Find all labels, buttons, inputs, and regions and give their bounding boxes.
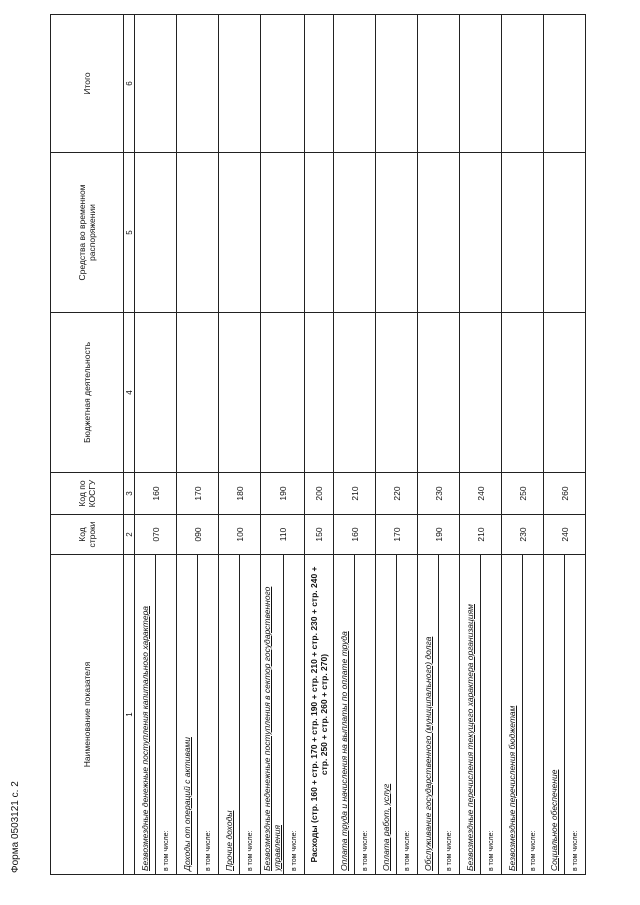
row-budget-value [219,313,261,473]
subrow-label: в том числе: [355,555,376,875]
row-kosgu-code: 230 [418,473,460,515]
row-line-code: 210 [460,515,502,555]
row-temporary-value [177,153,219,313]
row-temporary-value [544,153,586,313]
row-line-code: 090 [177,515,219,555]
subrow-label: в том числе: [240,555,261,875]
row-name: Безвозмездные перечисления бюджетам [502,555,523,875]
row-temporary-value [135,153,177,313]
row-budget-value [418,313,460,473]
row-kosgu-code: 240 [460,473,502,515]
row-budget-value [261,313,305,473]
row-name: Прочие доходы [219,555,240,875]
header-total: Итого [51,15,124,153]
row-total-value [177,15,219,153]
row-temporary-value [219,153,261,313]
column-number: 3 [124,473,135,515]
row-name: Оплата работ, услуг [376,555,397,875]
subrow-label: в том числе: [481,555,502,875]
row-total-value [502,15,544,153]
report-table [50,14,586,875]
row-line-code: 190 [418,515,460,555]
row-kosgu-code: 160 [135,473,177,515]
subrow-label: в том числе: [156,555,177,875]
row-budget-value [544,313,586,473]
subrow-label: в том числе: [523,555,544,875]
column-number: 4 [124,313,135,473]
row-temporary-value [305,153,334,313]
table-row [502,15,523,875]
table-row [376,15,397,875]
row-name: Безвозмездные перечисления текущего характера организациям [460,555,481,875]
table-row [305,15,334,875]
table-row [261,15,284,875]
row-name: Социальное обеспечение [544,555,565,875]
row-temporary-value [261,153,305,313]
row-budget-value [135,313,177,473]
column-number: 2 [124,515,135,555]
table-row [334,15,355,875]
row-kosgu-code: 180 [219,473,261,515]
row-line-code: 170 [376,515,418,555]
row-total-value [460,15,502,153]
report-body [135,15,586,875]
row-total-value [219,15,261,153]
row-total-value [261,15,305,153]
header-budget-activity: Бюджетная деятельность [51,313,124,473]
header-name: Наименование показателя [51,555,124,875]
row-name: Расходы (стр. 160 + стр. 170 + стр. 190 + стр. 210 + стр. 230 + стр. 240 + стр. 250 + стр. 260 + стр. 270) [305,555,334,875]
row-kosgu-code: 220 [376,473,418,515]
row-line-code: 160 [334,515,376,555]
row-total-value [418,15,460,153]
row-kosgu-code: 190 [261,473,305,515]
row-name: Безвозмездные неденежные поступления в сектор государственного управления [261,555,284,875]
row-total-value [376,15,418,153]
row-line-code: 070 [135,515,177,555]
row-budget-value [460,313,502,473]
row-temporary-value [334,153,376,313]
table-row [219,15,240,875]
header-kosgu-code: Код по КОСГУ [51,473,124,515]
subrow-label: в том числе: [198,555,219,875]
subrow-label: в том числе: [284,555,305,875]
row-budget-value [376,313,418,473]
form-label: Форма 0503121 с. 2 [10,781,21,873]
row-budget-value [502,313,544,473]
row-total-value [544,15,586,153]
row-total-value [334,15,376,153]
row-total-value [135,15,177,153]
row-total-value [305,15,334,153]
row-line-code: 240 [544,515,586,555]
row-line-code: 150 [305,515,334,555]
row-temporary-value [418,153,460,313]
row-line-code: 110 [261,515,305,555]
row-temporary-value [502,153,544,313]
header-line-code: Код строки [51,515,124,555]
subrow-label: в том числе: [565,555,586,875]
table-row [177,15,198,875]
row-budget-value [334,313,376,473]
header-temporary-funds: Средства во временном распоряжении [51,153,124,313]
row-name: Безвозмездные денежные поступления капитального характера [135,555,156,875]
row-name: Доходы от операций с активами [177,555,198,875]
row-budget-value [305,313,334,473]
header-row [51,15,124,875]
column-number: 1 [124,555,135,875]
row-temporary-value [460,153,502,313]
row-name: Оплата труда и начисления на выплаты по оплате труда [334,555,355,875]
table-row [544,15,565,875]
row-kosgu-code: 170 [177,473,219,515]
row-kosgu-code: 210 [334,473,376,515]
row-line-code: 100 [219,515,261,555]
row-line-code: 230 [502,515,544,555]
table-row [418,15,439,875]
row-kosgu-code: 200 [305,473,334,515]
table-row [460,15,481,875]
column-number: 5 [124,153,135,313]
row-name: Обслуживание государственного (муниципального) долга [418,555,439,875]
column-number-row [124,15,135,875]
row-kosgu-code: 250 [502,473,544,515]
subrow-label: в том числе: [439,555,460,875]
table-row [135,15,156,875]
row-temporary-value [376,153,418,313]
column-number: 6 [124,15,135,153]
row-budget-value [177,313,219,473]
row-kosgu-code: 260 [544,473,586,515]
subrow-label: в том числе: [397,555,418,875]
